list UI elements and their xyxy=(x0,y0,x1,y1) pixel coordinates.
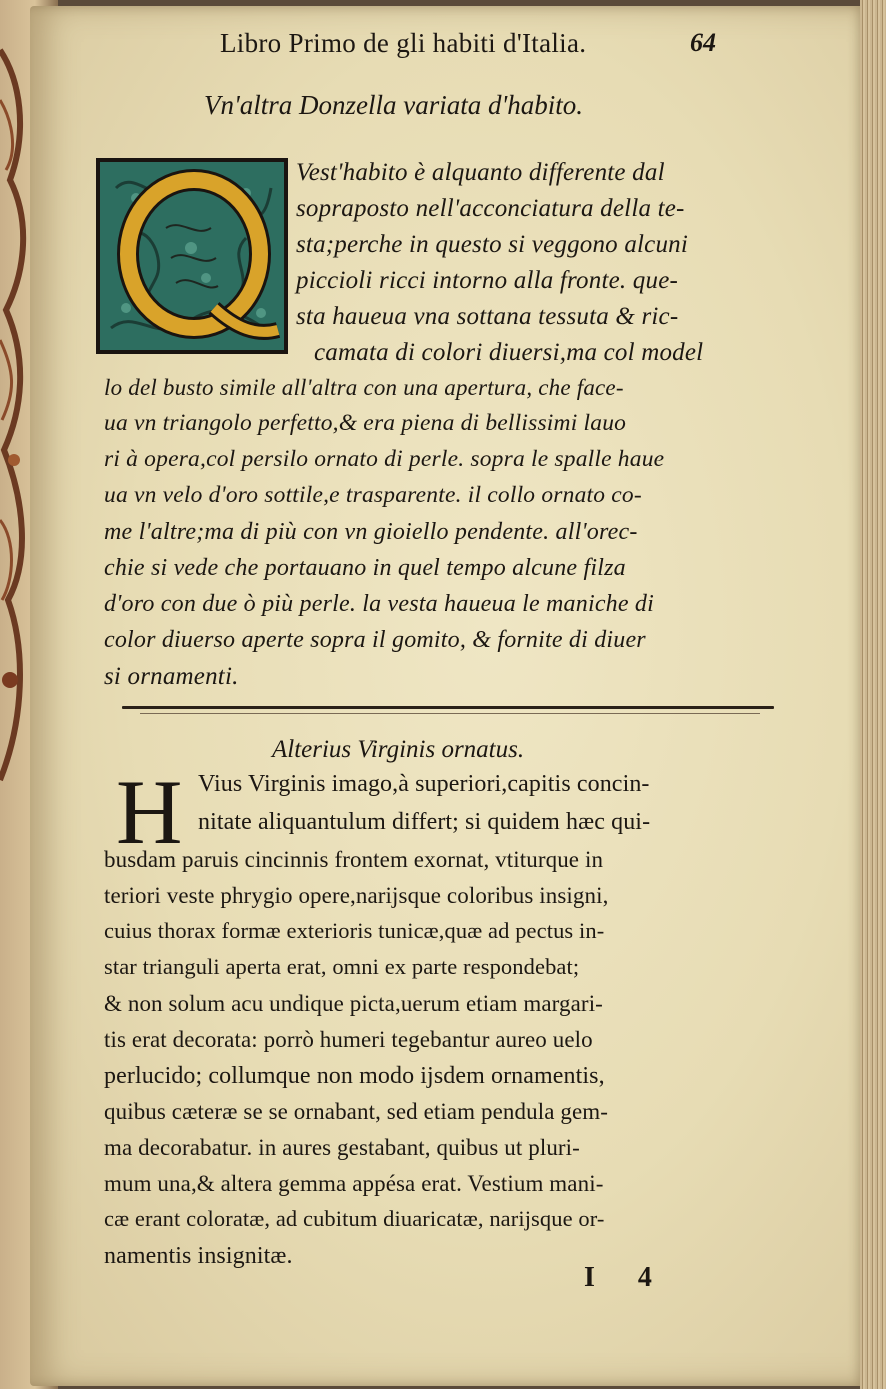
text-line: si ornamenti. xyxy=(104,663,239,690)
text-line: sta;perche in questo si veggono alcuni xyxy=(296,231,689,258)
text-line: color diuerso aperte sopra il gomito, & fornite di diuer xyxy=(104,627,646,653)
text-line: namentis insignitæ. xyxy=(104,1243,293,1269)
drop-initial-h: H xyxy=(116,761,183,863)
text-line: mum una,& altera gemma appésa erat. Vestium mani- xyxy=(104,1171,604,1196)
text-line: ua vn triangolo perfetto,& era piena di bellissimi lauo xyxy=(104,410,627,436)
decorated-initial-q xyxy=(96,158,288,354)
text-line: quibus cæteræ se se ornabant, sed etiam pendula gem- xyxy=(104,1099,609,1124)
text-line: d'oro con due ò più perle. la vesta haueua le maniche di xyxy=(104,591,654,617)
text-line: tis erat decorata: porrò humeri tegebantur aureo uelo xyxy=(104,1027,593,1052)
text-line: me l'altre;ma di più con vn gioiello pendente. all'orec- xyxy=(104,519,638,545)
text-line: lo del busto simile all'altra con una apertura, che face- xyxy=(104,375,624,400)
running-head: Libro Primo de gli habiti d'Italia. xyxy=(220,28,587,58)
text-line: star trianguli aperta erat, omni ex parte respondebat; xyxy=(104,954,580,979)
text-line: soprapostо nell'acconciatura della te- xyxy=(296,195,685,222)
text-line: Vius Virginis imago,à superiori,capitis concin- xyxy=(198,771,650,797)
text-line: ua vn velo d'oro sottile,e trasparente. il collo ornato co- xyxy=(104,482,642,508)
text-line: ma decorabatur. in aures gestabant, quibus ut pluri- xyxy=(104,1135,580,1160)
page-header xyxy=(220,28,780,78)
text-line: camata di colori diuersi,ma col model xyxy=(314,339,704,366)
text-line: sta haueua vna sottana tessuta & ric- xyxy=(296,303,679,330)
text-line: & non solum acu undique picta,uerum etiam margari- xyxy=(104,991,603,1016)
text-line: cuius thorax formæ exterioris tunicæ,quæ ad pectus in- xyxy=(104,918,605,943)
section-divider-thin xyxy=(140,713,760,714)
text-line: chie si vede che portauano in quel tempo alcune filza xyxy=(104,555,626,581)
section-divider xyxy=(122,706,774,709)
signature-mark: I 4 xyxy=(584,1262,670,1293)
text-line: teriori veste phrygio opere,narijsque coloribus insigni, xyxy=(104,883,609,908)
text-line: busdam paruis cincinnis frontem exornat, vtiturque in xyxy=(104,847,604,872)
page-stack-edge xyxy=(860,0,886,1389)
italian-section-title: Vn'altra Donzella variata d'habito. xyxy=(204,90,584,120)
latin-section-title: Alterius Virginis ornatus. xyxy=(272,736,525,763)
text-line: piccioli ricci intorno alla fronte. que- xyxy=(296,267,679,294)
text-line: cæ erant coloratæ, ad cubitum diuaricatæ, narijsque or- xyxy=(104,1206,605,1231)
text-line: nitate aliquantulum differt; si quidem hæc qui- xyxy=(198,809,651,835)
woodcut-fragment xyxy=(0,40,32,800)
text-line: perlucido; collumque non modo ijsdem ornamentis, xyxy=(104,1063,605,1089)
text-line: ri à opera,col persilo ornato di perle. sopra le spalle haue xyxy=(104,446,665,472)
text-line: Vest'habito è alquanto differente dal xyxy=(296,159,665,186)
folio-number: 64 xyxy=(690,28,716,57)
